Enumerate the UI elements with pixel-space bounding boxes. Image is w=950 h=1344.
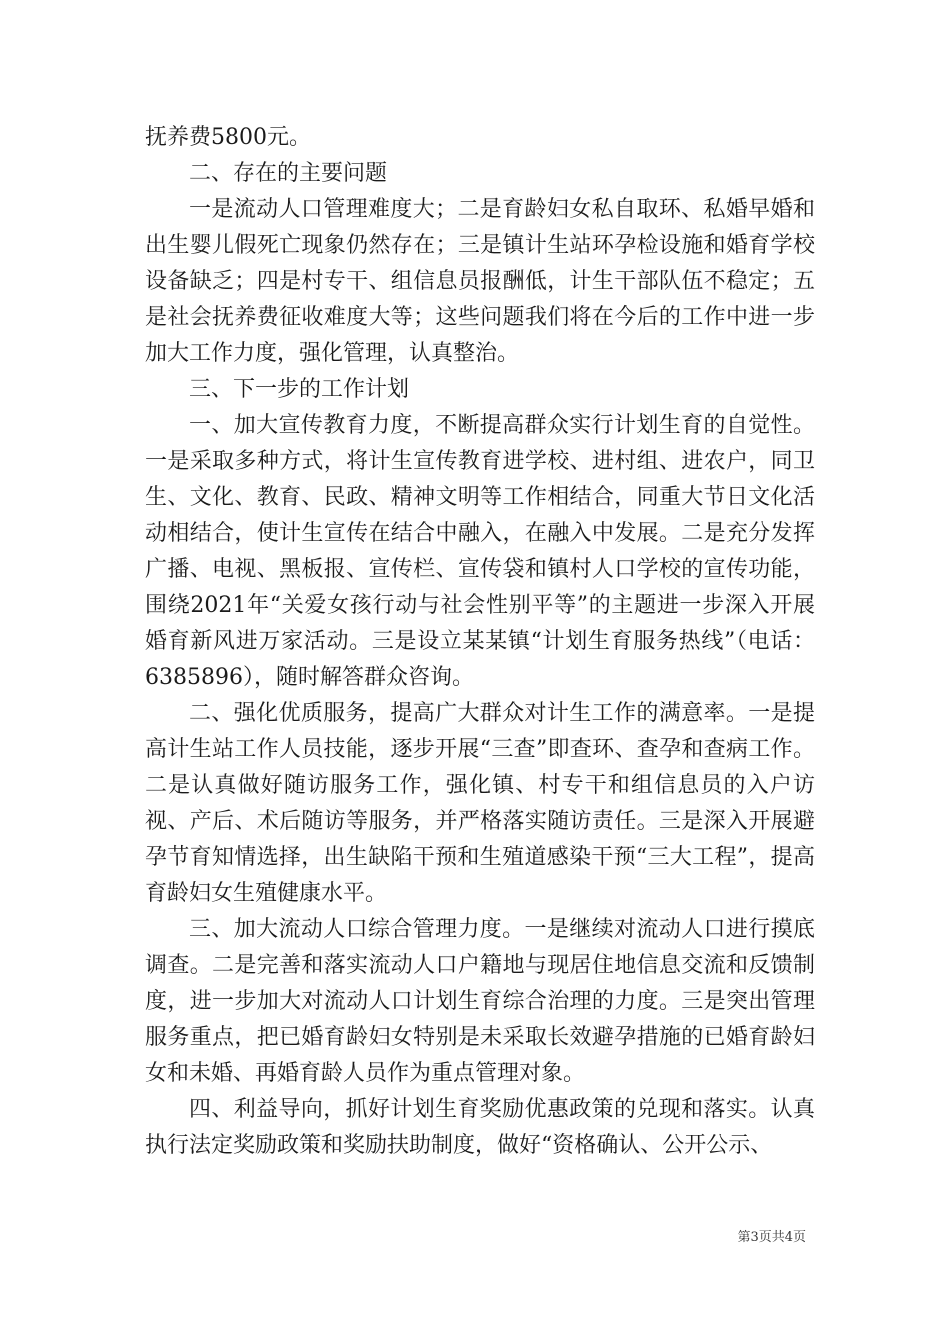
section-heading-problems: 二、存在的主要问题 [189,161,388,186]
document-body [145,120,815,1164]
paragraph-plan-3: 三、加大流动人口综合管理力度。一是继续对流动人口进行摸底调查。二是完善和落实流动人口户籍地与现居住地信息交流和反馈制度，进一步加大对流动人口计划生育综合治理的力度。三是突出管理服务重点，把已婚育龄妇女特别是未采取长效避孕措施的已婚育龄妇女和未婚、再婚育龄人员作为重点管理对象。 [145,917,815,1086]
paragraph-problems: 一是流动人口管理难度大；二是育龄妇女私自取环、私婚早婚和出生婴儿假死亡现象仍然存在；三是镇计生站环孕检设施和婚育学校设备缺乏；四是村专干、组信息员报酬低，计生干部队伍不稳定；五是社会抚养费征收难度大等；这些问题我们将在今后的工作中进一步加大工作力度，强化管理，认真整治。 [145,197,815,366]
section-heading-next-plan: 三、下一步的工作计划 [189,377,410,402]
paragraph-plan-4: 四、利益导向，抓好计划生育奖励优惠政策的兑现和落实。认真执行法定奖励政策和奖励扶助制度，做好“资格确认、公开公示、 [145,1097,815,1158]
page-number-footer: 第3页共4页 [737,1230,806,1245]
paragraph-0: 抚养费5800元。 [145,125,311,150]
paragraph-plan-2: 二、强化优质服务，提高广大群众对计生工作的满意率。一是提高计生站工作人员技能，逐步开展“三查”即查环、查孕和查病工作。二是认真做好随访服务工作，强化镇、村专干和组信息员的入户访视、产后、术后随访等服务，并严格落实随访责任。三是深入开展避孕节育知情选择，出生缺陷干预和生殖道感染干预“三大工程”，提高育龄妇女生殖健康水平。 [145,701,815,906]
paragraph-plan-1: 一、加大宣传教育力度，不断提高群众实行计划生育的自觉性。一是采取多种方式，将计生宣传教育进学校、进村组、进农户，同卫生、文化、教育、民政、精神文明等工作相结合，同重大节日文化活动相结合，使计生宣传在结合中融入，在融入中发展。二是充分发挥广播、电视、黑板报、宣传栏、宣传袋和镇村人口学校的宣传功能，围绕2021年“关爱女孩行动与社会性别平等”的主题进一步深入开展婚育新风进万家活动。三是设立某某镇“计划生育服务热线”（电话：6385896），随时解答群众咨询。 [145,413,816,690]
